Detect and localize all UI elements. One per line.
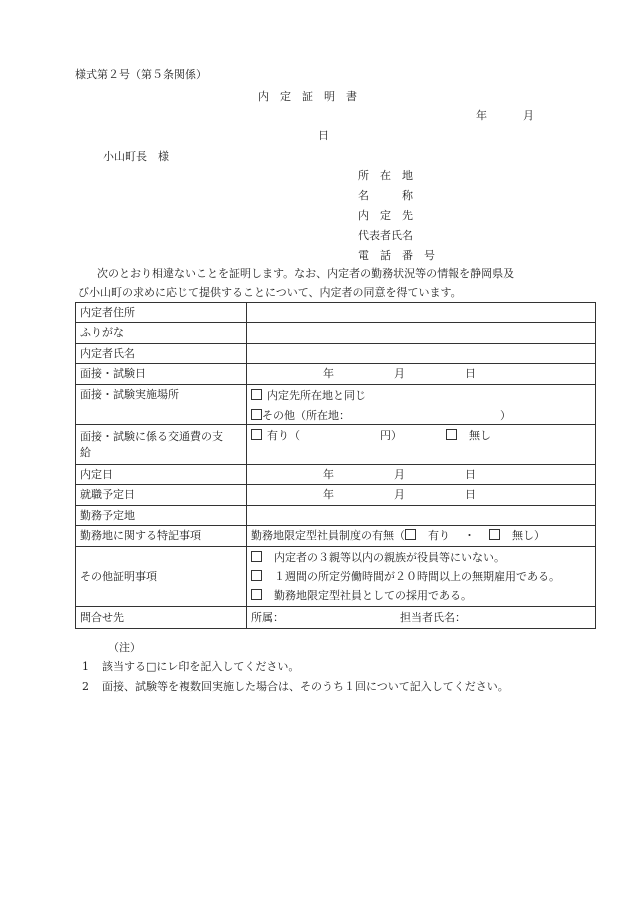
row-offer-date [76, 465, 596, 485]
same-location-text: 内定先所在地と同じ [267, 388, 366, 402]
special-notes-text: 勤務地限定型社員制度の有無（ [251, 529, 405, 542]
intro-line-2: び小山町の求めに応じて提供することについて、内定者の同意を得ています。 [78, 286, 462, 299]
day-label: 日 [465, 367, 476, 380]
start-date-label: 就職予定日 [76, 485, 247, 506]
issuer-company-label: 内 定 先 [358, 209, 413, 222]
same-location-checkbox[interactable] [251, 389, 262, 400]
date-year-label: 年 [476, 109, 487, 122]
transport-yes-checkbox[interactable] [251, 429, 262, 440]
furigana-label: ふりがな [76, 323, 247, 344]
row-furigana [76, 323, 596, 344]
date-month-label: 月 [523, 109, 534, 122]
other-item-2-text: １週間の所定労働時間が２０時間以上の無期雇用である。 [274, 570, 560, 583]
other-location-text: その他（所在地： [262, 408, 350, 422]
other-items-value [247, 547, 596, 607]
other-items-label: その他証明事項 [76, 547, 247, 607]
special-separator: ・ [464, 529, 475, 542]
month-label: 月 [394, 467, 405, 481]
other-item-1-checkbox[interactable] [251, 551, 262, 562]
day-label: 日 [465, 488, 476, 501]
special-yes-checkbox[interactable] [405, 529, 416, 540]
note-1-number: 1 [82, 660, 89, 673]
workplace-value[interactable] [247, 506, 596, 526]
transport-label [76, 425, 247, 465]
day-label: 日 [465, 467, 476, 481]
transport-no-text: 無し [469, 429, 491, 442]
year-label: 年 [323, 467, 334, 481]
form-number: 様式第２号（第５条関係） [75, 68, 207, 81]
transport-yen-text: 円） [380, 429, 402, 442]
name-label: 内定者氏名 [76, 344, 247, 364]
addressee: 小山町長 様 [103, 150, 169, 163]
note-2-number: 2 [82, 680, 89, 693]
contact-value[interactable] [247, 607, 596, 629]
other-item-1-text: 内定者の３親等以内の親族が役員等にいない。 [274, 551, 505, 564]
special-no-text: 無し） [512, 529, 545, 542]
row-other-items [76, 547, 596, 607]
interview-date-label: 面接・試験日 [76, 364, 247, 385]
transport-value [247, 425, 596, 465]
row-interview-date [76, 364, 596, 385]
other-location-checkbox[interactable] [251, 409, 262, 420]
row-start-date [76, 485, 596, 506]
other-item-2-checkbox[interactable] [251, 570, 262, 581]
interview-place-value [247, 385, 596, 425]
other-item-3-checkbox[interactable] [251, 589, 262, 600]
interview-date-value[interactable] [247, 364, 596, 385]
department-label: 所属： [251, 610, 284, 624]
transport-yes-text: 有り（ [267, 429, 300, 442]
row-special-notes [76, 526, 596, 547]
offer-date-value[interactable] [247, 465, 596, 485]
issuer-representative-label: 代表者氏名 [358, 229, 413, 242]
address-label: 内定者住所 [76, 303, 247, 323]
document-title: 内 定 証 明 書 [258, 90, 357, 103]
row-interview-place [76, 385, 596, 425]
special-notes-value [247, 526, 596, 547]
other-item-3-text: 勤務地限定型社員としての採用である。 [274, 589, 472, 602]
note-1-text: 該当する□にレ印を記入してください。 [102, 660, 300, 673]
notes-heading: （注） [108, 641, 141, 654]
address-value[interactable] [247, 303, 596, 323]
other-location-close: ） [500, 408, 511, 422]
interview-place-label: 面接・試験実施場所 [76, 385, 247, 425]
intro-line-1: 次のとおり相違ないことを証明します。なお、内定者の勤務状況等の情報を静岡県及 [97, 267, 515, 280]
year-label: 年 [323, 488, 334, 501]
start-date-value[interactable] [247, 485, 596, 506]
transport-label-line-2: 給 [80, 445, 91, 459]
row-transport [76, 425, 596, 465]
certificate-table [75, 302, 596, 629]
contact-label: 問合せ先 [76, 607, 247, 629]
note-2-text: 面接、試験等を複数回実施した場合は、そのうち１回について記入してください。 [102, 680, 509, 693]
special-notes-label: 勤務地に関する特記事項 [76, 526, 247, 547]
transport-label-line-1: 面接・試験に係る交通費の支 [80, 429, 223, 443]
year-label: 年 [323, 367, 334, 380]
month-label: 月 [394, 488, 405, 501]
issuer-phone-label: 電 話 番 号 [358, 249, 435, 262]
issuer-name-label: 名 称 [358, 189, 413, 202]
workplace-label: 勤務予定地 [76, 506, 247, 526]
furigana-value[interactable] [247, 323, 596, 344]
offer-date-label: 内定日 [76, 465, 247, 485]
person-label: 担当者氏名： [400, 610, 466, 624]
name-value[interactable] [247, 344, 596, 364]
special-yes-text: 有り [428, 529, 450, 542]
issuer-location-label: 所 在 地 [358, 169, 413, 182]
month-label: 月 [394, 367, 405, 380]
date-day-label: 日 [318, 129, 329, 142]
transport-no-checkbox[interactable] [446, 429, 457, 440]
row-address [76, 303, 596, 323]
special-no-checkbox[interactable] [489, 529, 500, 540]
row-contact [76, 607, 596, 629]
row-workplace [76, 506, 596, 526]
row-name [76, 344, 596, 364]
